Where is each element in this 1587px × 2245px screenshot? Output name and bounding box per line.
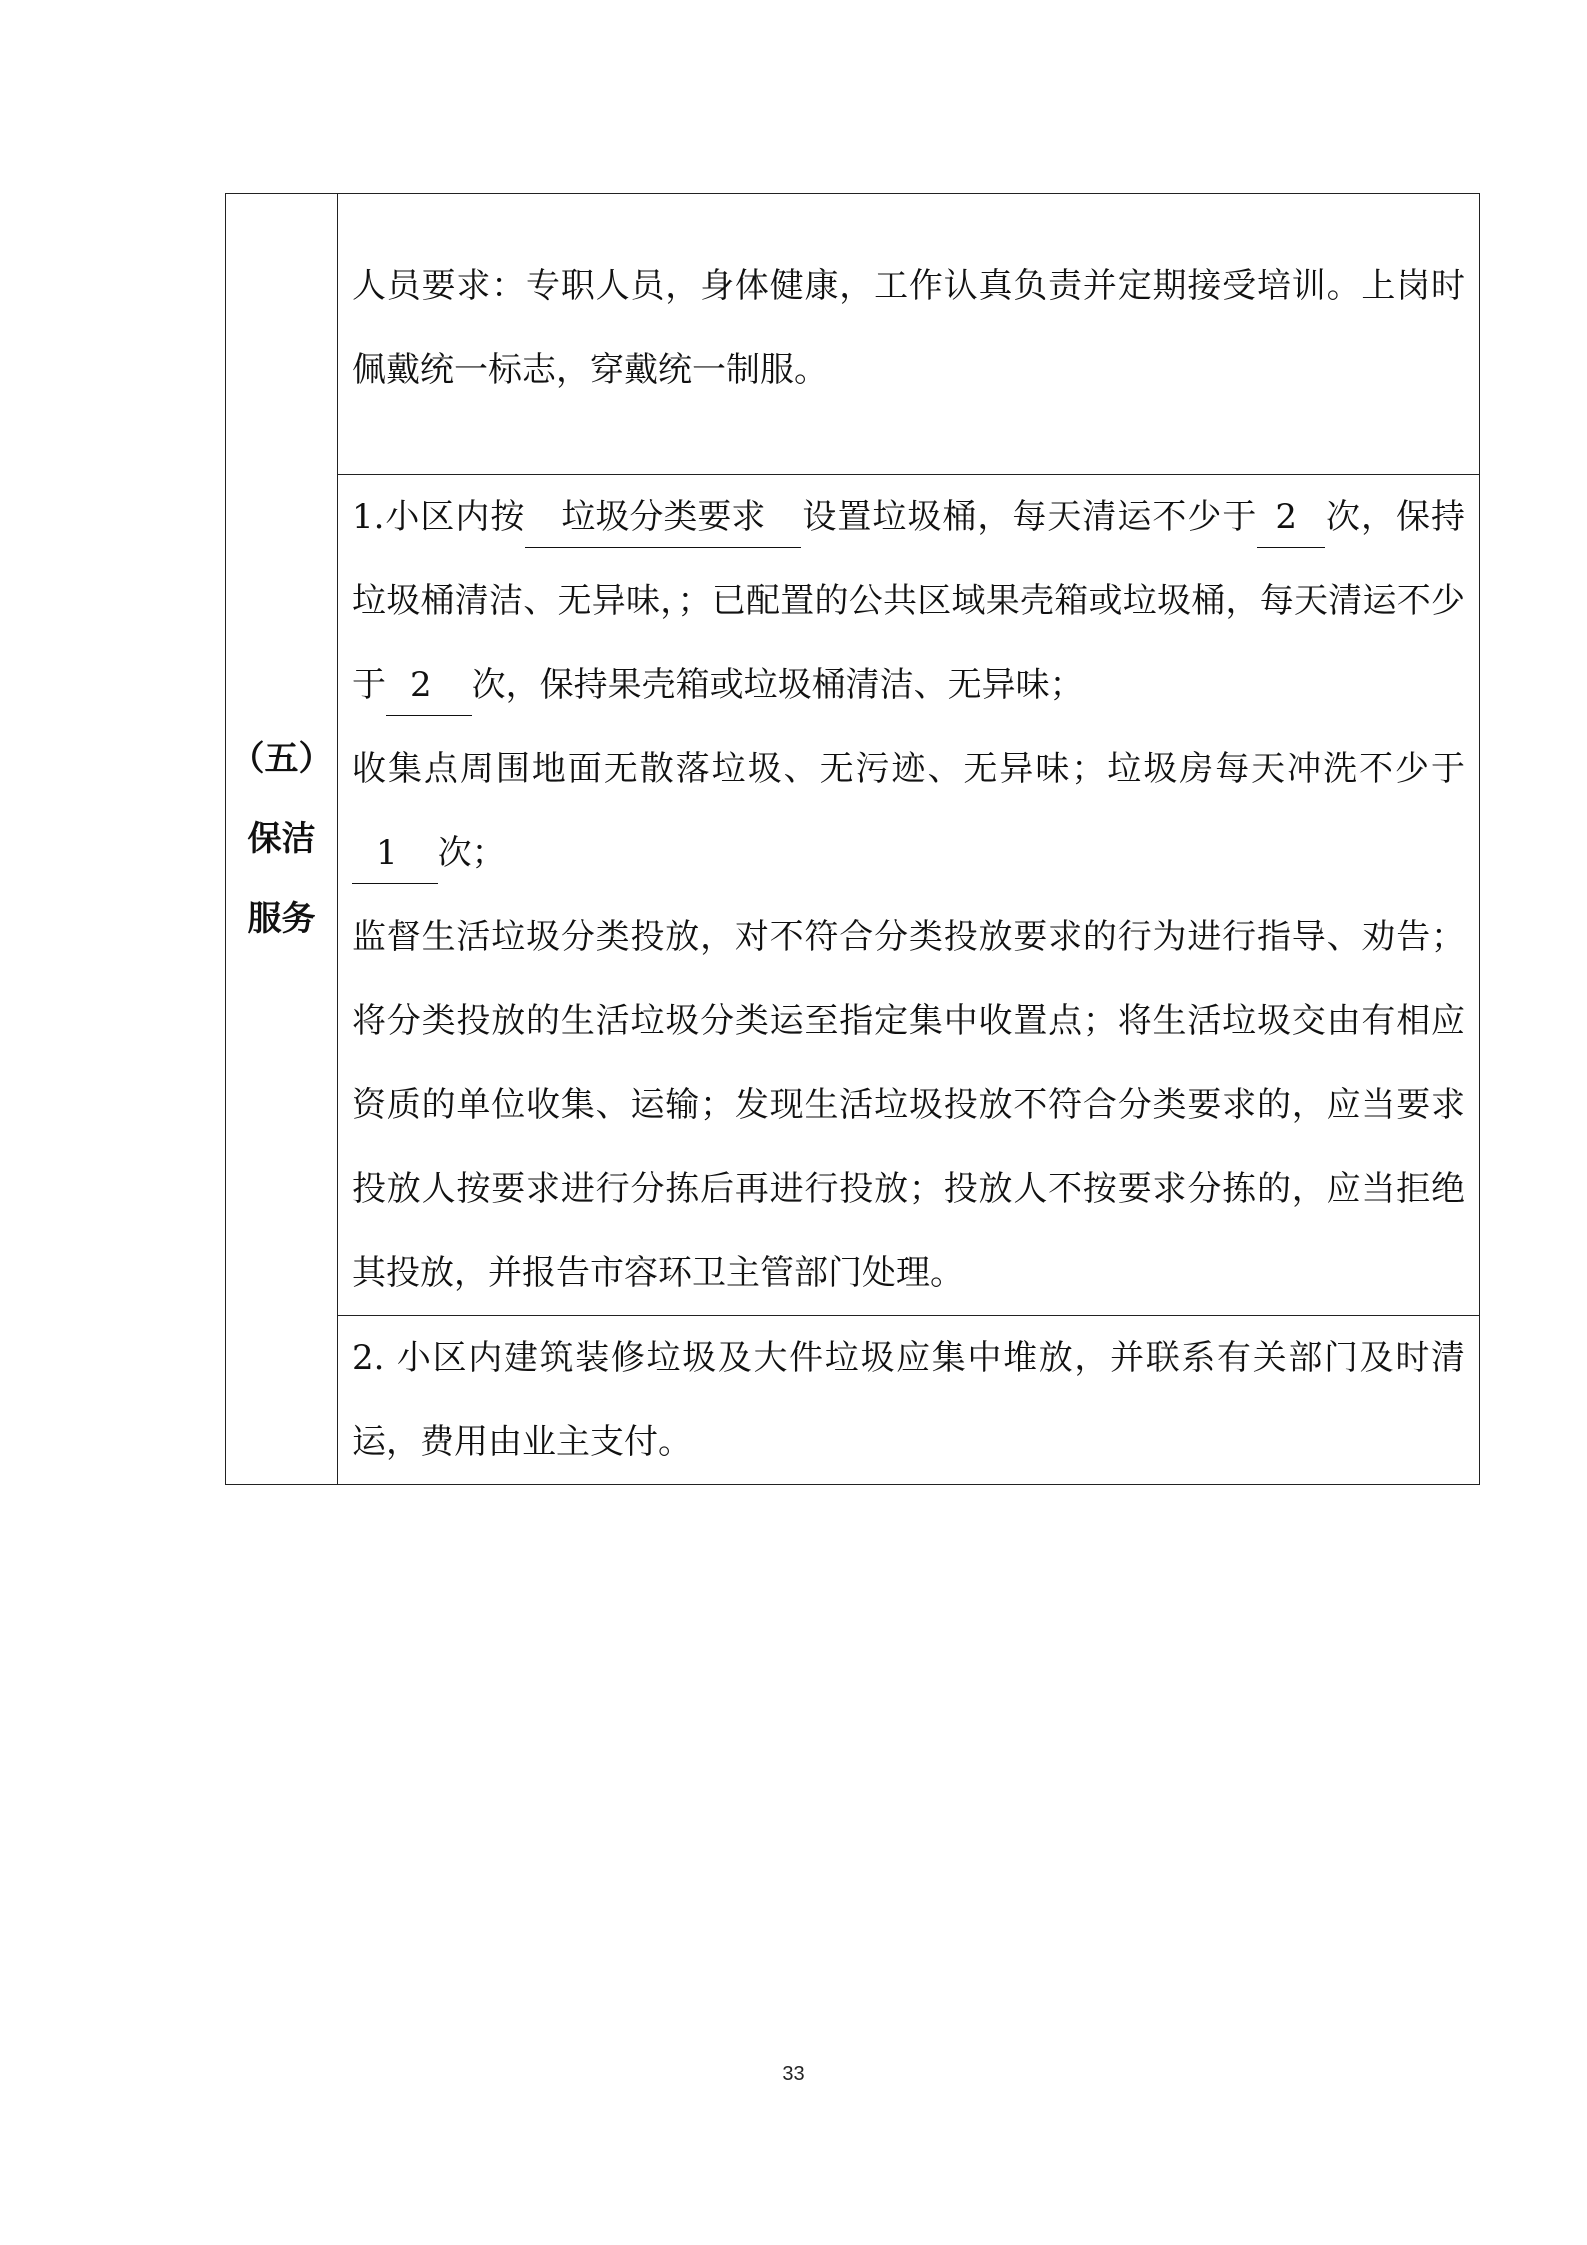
- garbage-standards-cell: [338, 475, 1480, 1316]
- washing-frequency-blank: 1: [352, 823, 438, 884]
- sorting-standard-blank: 垃圾分类要求: [525, 487, 801, 548]
- table-row: [226, 475, 1480, 1316]
- renovation-waste-cell: [338, 1316, 1480, 1485]
- section-title-line2: 服务: [247, 899, 316, 939]
- box-frequency-blank: 2: [386, 655, 472, 716]
- collection-suffix: 次；: [437, 833, 506, 873]
- table-row: [226, 1316, 1480, 1485]
- table-row: [226, 194, 1480, 475]
- garbage-bin-paragraph: [352, 475, 1465, 727]
- item1-mid-text: 设置垃圾桶，每天清运不少于: [801, 497, 1258, 537]
- page-number: 33: [782, 2063, 805, 2085]
- collection-point-paragraph: [352, 727, 1465, 895]
- section-label-cell: [226, 194, 338, 1485]
- item1-after-boxes-text: 次，保持果壳箱或垃圾桶清洁、无异味；: [471, 665, 1084, 705]
- supervision-paragraph: 监督生活垃圾分类投放，对不符合分类投放要求的行为进行指导、劝告；将分类投放的生活垃圾分类运至指定集中收置点；将生活垃圾交由有相应资质的单位收集、运输；发现生活垃圾投放不符合分类要求的，应当要求投放人按要求进行分拣后再进行投放；投放人不按要求分拣的，应当拒绝其投放，并报告市容环卫主管部门处理。: [352, 917, 1465, 1293]
- item1-after-bins-text: 次，保持垃圾桶清洁、无异味，；已配置的公共区域果壳箱或垃圾桶，每天清运不少于: [352, 497, 1465, 705]
- personnel-requirements-text: 人员要求：专职人员，身体健康，工作认真负责并定期接受培训。上岗时佩戴统一标志，穿戴统一制服。: [352, 266, 1465, 390]
- service-table: [225, 193, 1480, 1485]
- bin-frequency-blank: 2: [1257, 487, 1325, 548]
- collection-prefix: 收集点周围地面无散落垃圾、无污迹、无异味；垃圾房每天冲洗不少于: [352, 749, 1465, 789]
- personnel-requirements-cell: [338, 194, 1480, 475]
- item1-prefix: 1.小区内按: [352, 497, 526, 537]
- section-title-line1: 保洁: [247, 819, 316, 859]
- section-number: （五）: [230, 739, 333, 779]
- renovation-waste-text: 2. 小区内建筑装修垃圾及大件垃圾应集中堆放，并联系有关部门及时清运，费用由业主支付。: [352, 1338, 1465, 1462]
